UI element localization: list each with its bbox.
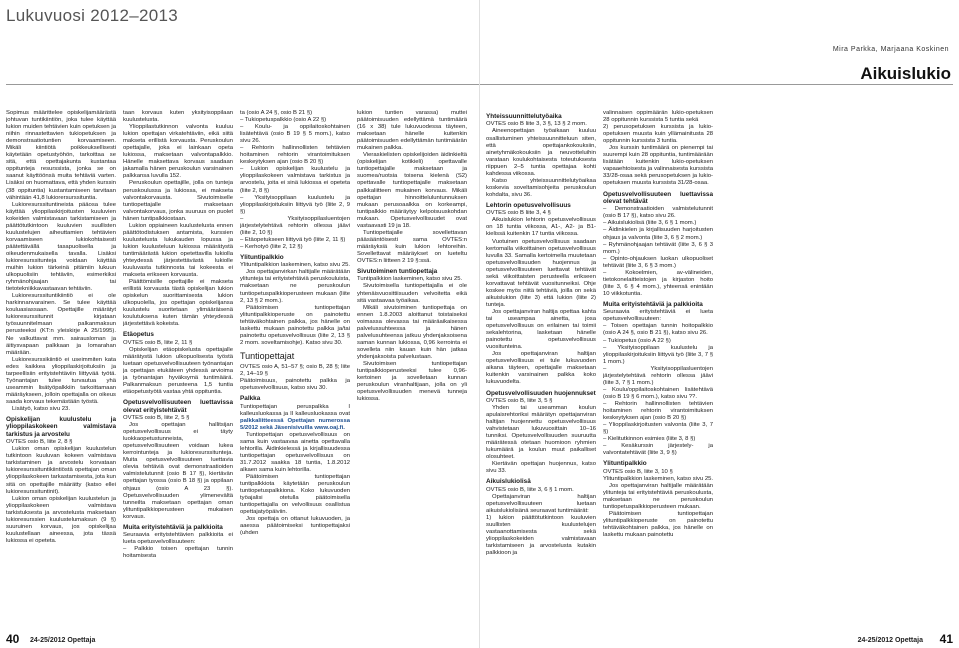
text-column-2 [123, 110, 233, 620]
paragraph: valinnaisen oppimäärän lukio-opetuksen 28 oppitunnin kurssista 5 tuntia sekä [603, 110, 713, 124]
paragraph: – Etäopetukseen liittyvä työ (liite 2, 11 §) [240, 236, 346, 243]
paragraph: lukion tuntien varassa) muttei päätoimisuuden edellyttämä tuntimäärä (16 x 38) tule lukuvuodessa täyteen, maksetaan hänelle kuitenkin päätoimisuuden edellyttämän tuntimäärän mukainen palkka. [357, 110, 467, 152]
paragraph: Lukion oman opiskelijan kuulustelun ja ylioppilaskokeen valmistava tarkistuksesta ja arvostelusta maksetaan lukioresurssien kuulustelumaksun (9 §) suuruinen korvaus, jos opiskelijaa kuulustellaan aineessa, jota tässä lukiossa ei opeteta. [6, 495, 116, 544]
paragraph: Seuraavia erityistehtävien palkkioita ei lueta opetusvelvollisuuteen: [123, 532, 233, 546]
paragraph: Päätoimisen tuntiopettajan ylituntipalkkioperuste on painotettu tehtäväkohtainen palkka, jos hänelle on laskettu mukaan painotettu [603, 511, 713, 539]
paragraph: Lukioresurssituntineista pääosa tulee käyttää ylioppilaskirjoitusten kuuluvien kokeiden valmistavaan tarkistamiseen ja päättötutkintoon kuuluvien suullisten kuulustelujen aiheuttamien tehtävien korvaamiseen lukiokohtaisesti päätettävällä tasapuolisella ja oikeudenmukaisella tavalla. Lisäksi lukioresurssitunteja voidaan käyttää muihin lukion tärkeinä pitämiin lukuun ulkopuolisiin tehtäviin, esimerkiksi ryhmänohjaajan tai tietotekniikkavastaavan tehtäviin. [6, 201, 116, 293]
footer-right [858, 637, 923, 644]
paragraph: 1) lukion päättötutkintoon kuuluvien suullisten kuulustelujen vastaanottamisesta sekä ylioppilaskokeiden valmistavaan tarkistamiseen ja arvostelusta kutakin palkkioon ja [486, 515, 596, 557]
paragraph: Ylioppilastutkinnon valvonta kuuluu lukion opettajan virkatehtäviin, eikä siitä makseta erillistä korvausta. Peruskoulun opettajalle, joka ei lainkaan opeta lukiossa, maksetaan valvontapalkkio. Hänelle maksettava korvaus saadaan jakamalla hänen peruskoulun varsinainen palkkansa luvulla 152. [123, 124, 233, 180]
paragraph: – Koulu- ja oppilaitoskohtainen lisätehtävä (osio B 19 § 5 mom.), katso sivu 26. [240, 124, 350, 145]
text-column-6 [603, 110, 713, 620]
section-heading: Palkka [240, 395, 261, 403]
paragraph: Lukion oman opiskelijan kuulustelun tutkintoon kuuluvan kokeen valmistava tarkistaminen ja arvostelu korvataan lukioresurssituntikiintiöstä opettajan oman ylioppilaskokeen tarkastamisesta, jota kun sitä on opettajille määrätty (katso ellei lukioresurssituntinit). [6, 446, 116, 495]
paragraph: Sivutoimisella tuntiopettajalla ei ole yhtenäisvuosittiisuuden velvoitetta eikä sitä vastaavaa työaikaa. [357, 283, 467, 304]
paragraph: Mikäli sivutoiminen tuntiopettaja on ennen 1.8.2003 aloittanut toistaiseksi voimassa olevassa tai määräaikaisessa palvelussuhteessa ja hänen palvelusuhteensa jatkuu yhdenjaksoisena saman kunnan lukiossa, 0,96 kerrointa ei sovelleta niin kauan kuin hän jatkaa yhdenjaksoista palvelustaan. [357, 304, 467, 360]
paragraph: OVTES osio B liite 3, 4 § [486, 210, 551, 217]
paragraph: Jos opettajanviran haltijalle määrätään ylitunteja tai erityistehtäviä peruskoulusta, maksetaan ne peruskoulun tuntiopetuspalkkioperusteen mukaan. [603, 482, 713, 510]
paragraph: OVTES osio A, 51–57 §; osio B, 28 §; liite 2, 14–19 § [240, 363, 350, 377]
paragraph: Opiskelijan etäopiskelusta opettajalle määrätystä lukion ulkopuolisesta työstä luetaan opetusvelvollisuuteen työnantajan ja opettajan etukäteen yhdessä arvioima ja työnantajan hyväksymä tuntimäärä. Palkanmaksun perusteena 1,5 tuntia etäopetustyötä vastaa yhtä oppituntia. [123, 346, 233, 396]
section-heading: Etäopetus [123, 331, 154, 339]
paragraph: Tuntiopettajalle sovellettavan pääsääntöisesti sama OVTES:n määräyksiä kuin lukion lehtoreihin. Sovellettavat määräykset on lueteltu OVTES:n liitteen 2 19 §:ssä. [357, 229, 467, 264]
section-heading: Opetusvelvollisuuteen luettavissa olevat tehtävät [603, 190, 713, 205]
paragraph: Ylituntipalkkion laskeminen, katso sivu 25. [240, 262, 350, 269]
paragraph: Tuntiopettajan peruspalkka I kalleusluokassa ja II kalleusluokassa ovat palkkaliitteessä Opettajan numerossa 5/2012 sekä Jäsenisivuilla www.oaj.fi. [240, 403, 350, 431]
paragraph: OVTES osio B, liite 3, 6 § 1 mom. [486, 486, 574, 493]
paragraph: – Palkkio toisen opettajan tunnin hoitamisesta [123, 546, 233, 560]
section-heading: Ylituntipalkkio [240, 253, 284, 261]
text-column-4 [357, 110, 467, 620]
paragraph: Päättömisille opettajille ei makseta erillistä korvausta tästä opiskelijan lukion opiskelun suorittamisesta lukion ulkopuolella, jos opettajan opiskelijansa kuulustelu suoritetaan ylimääräisenä koulutuksena kuten tämän yhteydessä järjestettävä kokeista. [123, 279, 233, 328]
paragraph: Peruskoulun opettajille, jolla on tunteja peruskoulussa ja lukiossa, ei makseta valvontakorvausta. Sivutoimiselle tuntiopettajalle maksetaan valvontakorvaus, jonka suuruus on puolet hänen tuntipalkkiostaan. [123, 180, 233, 222]
paragraph: OVTES osio B, liite 2, 5 § [123, 415, 190, 422]
paragraph: Ylituntipalkkion laskeminen, katso sivu 25. [603, 475, 713, 482]
paragraph: Vuotuinen opetusvelvollisuus saadaan kertomalla viikoittainen opetusvelvollisuus luvulla 33. Samalla kertoimella muutetaan opetusvelvollisuuden huojennus ja opetusvelvollisuuteen luettavat tehtävät sekä viikoittaisten perusteella erikseen korvattavat tehtävät vuositunneiksi. Ohje koskee myös niitä tehtäviä, joilla on sekä aikuislukion (liite 3) että lukion (liite 2) tunteja. [486, 238, 596, 308]
paragraph: – Toisen opettajan tunnin hoitopalkkio (osio A 24 §, osio B 21 §), katso sivu 26. [603, 323, 713, 337]
authors: Mira Parkka, Marjaana Koskinen [832, 46, 949, 53]
page-number-right: 41 [939, 632, 953, 646]
paragraph: – Rehtorin hallinnollisten tehtävien hoitaminen rehtorin virantoimituksen keskeytyksen ajan (osio B 20 §) [240, 145, 350, 166]
paragraph: Lukioresurssikiintiö ei useimmiten kata edes kaikkea ylioppilaskirjoituksiin ja tarpeellisiin erityistehtäviin liittyvää työtä. Työnantajan tulee turvautua yhä useammin lisätyöpalkkiin tarkoittamaan määräykseen, jolloin opettajalla on oikeus saada korvaus tekemästään työstä. [6, 356, 116, 405]
page-title: Lukuvuosi 2012–2013 [6, 6, 179, 25]
paragraph: taan korvaus kuten yksityisoppilaan kuulustelusta. [123, 110, 233, 124]
paragraph: – Yksityisoppilasluentojen järjestelytehtävä rehtorin ollessa jäävi (liite 2, 10 §) [240, 215, 350, 236]
footer-left-text: 24-25/2012 Opettaja [30, 637, 96, 644]
highlight-link[interactable]: palkkaliitteessä Opettajan numerossa 5/2012 sekä Jäsenisivuilla www.oaj.fi. [240, 417, 350, 431]
paragraph: Seuraavia erityistehtäviä ei lueta opetusvelvollisuuteen: [603, 309, 713, 323]
paragraph: Tuntiopettajan opetusvelvollisuus on sama kuin vastaavaa ainetta opettavalla lehtorilla. Äidinkielessä ja kirjallisuudessa tuntiopettajan opetusvelvollisuus on 31.7.2012 saakka 18 tuntia, 1.8.2012 alkaen sama kuin lehtorilla. [240, 431, 350, 473]
paragraph: – Yksityisoppilaan kuulustelu ja ylioppilaskirjoituksiin liittyvä työ (liite 3, 7 § 1 mom.) [603, 344, 713, 365]
paragraph: Päätoimisuus, painotettu palkka ja opetusvelvollisuus, katso sivu 30. [240, 378, 350, 392]
paragraph: Lukion oppiaineen kuulustelusta ennen päättötodistuksen antamista, kurssien kuulustelusta lukukauden lopussa ja lukion kuulusteluun lukiossa määrätystä tuntimäärästä lukion opetettavilla lukiolla yhteydessä järjestettävästä lukiolle kuuluvasta tutkinnosta tai kokeesta ei makseta erikseen korvausta. [123, 222, 233, 279]
section-title: Aikuislukio [860, 64, 951, 83]
paragraph: – Yksityisoppilasluentojen järjestelytehtävä rehtorin ollessa jäävi (liite 3, 7 § 1 mom.) [603, 365, 713, 386]
paragraph: – Kerhotyö (liite 2, 12 §) [240, 243, 303, 250]
section-heading: Ylituntipalkkio [603, 460, 647, 468]
paragraph: – Tukiopetus (osio A 22 §) [603, 337, 671, 344]
paragraph: – Opinto-ohjauksen luokan ulkopuoliset tehtävät (liite 3, 6 § 3 mom.) [603, 255, 713, 269]
paragraph: OVTES osio B liite 3, 3 §, 13 § 2 mom. [486, 121, 587, 128]
paragraph: – Kielitutkinnon esimies (liite 3, 8 §) [603, 436, 696, 443]
section-heading: Lehtorin opetusvelvollisuus [486, 201, 571, 209]
section-heading: Yhteissuunnittelutyöaika [486, 113, 562, 120]
paragraph: OVTES osio B, liite 2, 8 § [6, 439, 73, 446]
paragraph: Katso yhteissuunnittelutyöaikaa koskevia soveltamisohjeita peruskoulun kohdalta, sivu 36. [486, 177, 596, 198]
paragraph: Lukioresurssituntikiintiö ei ole harkinnanvarainen. Se tulee käyttää kouluasiassaan. Opettajille määrätyt lukioresurssitunnit kirjataan työsuunnitelmaan palkanmaksun perusteeksi (KT:n yleiskirje A 25/1995). Ne valkuttavat mm. sairausloman ja äitiysvapaan palkkaan ja lomarahan määrään. [6, 293, 116, 356]
section-heading: Opiskelijan kuulustelu ja ylioppilaskokeen valmistava tarkistus ja arvostelu [6, 416, 116, 438]
section-heading: Muita erityistehtäviä ja palkkioita [603, 300, 703, 308]
paragraph: Jos opettaja on ottanut lukuvuoden, ja aaessa päätoimiseksi tuntiopettajaksi (uhden [240, 516, 350, 537]
page-gutter [479, 0, 480, 648]
paragraph: Vieraskielisten opiskelijoiden äidinkieltä (opiskelijan kotikieli) opettavalle tuntiopettajalle maksetaan ja suomea/ruotsia toisena kielenä (S2) opettavalle tuntiopettajalle maksetaan palkkaliitteen mukainen korvaus. Mikäli opettajan hinnoitteluluntunnuksen mukaan perusoaalkka on korkeampi, tuntipalkkio määräytyy kelpoisuuskohdan mukaan. Opetusvelvollisuudet ovat vastaavasti 19 ja 18. [357, 152, 467, 229]
paragraph: – Ylioppilaskirjoitusten valvonta (liite 3, 7 §) [603, 422, 713, 436]
paragraph: Jos opettajanviran haltija opettaa kahta tai useampaa ainetta, josa opetusvelvollisuus on erilainen tai toimii sekalehtorina, lasketaan hänelle painotettu opetusvelvollisuus vuositunteina. [486, 308, 596, 351]
paragraph: Yhden tai useamman koulun apulaisrehtoriksi määrätyn opettajanviran haltijan huojennettu opetusvelvollisuus vahvistetaan lukuvuosittain 10–16 tunniksi. Opetusvelvollisuuden suuruutta määrätessä otetaan huomioon ryhmien lukumäärä ja koulun muut paikalliset olosuhteet. [486, 404, 596, 461]
paragraph: Lisätyö, katso sivu 23. [12, 405, 70, 412]
section-heading: Sivutoiminen tuntiopettaja [357, 268, 438, 276]
paragraph: – Koulu/oppilaitoskohtainen lisätehtävä (osio B 19 § 6 mom.), katso sivu ??. [603, 386, 713, 400]
section-heading: Muita erityistehtäviä ja palkkioita [123, 523, 223, 531]
paragraph: – Äidinkielen ja kirjallisuuden harjoitusten ohjaus ja valvonta (liite 3, 6 § 2 mom.) [603, 227, 713, 241]
section-heading: Aikuislukiolisä [486, 478, 531, 486]
paragraph: – Aikuislukiolisä (liite 3, 6 § 1 mom.) [603, 220, 697, 227]
paragraph: Jos opettajan hallitsijan opetusvelvollisuus ei täyty luokkaopetustunneista, opetusvelvollisuuteen voidaan lukea kerrointunteja ja lukioresurssitunteja. Muita opetusvelvollisuuteen luettavia olevia tehtäviä ovat demonstraatioiden valmistelutunnit (osio B 17 §), kiertävän opettajan tyossa (osio B 18 §) ja oppilaan ohjaus (osio A 23 §). Opetusvelvollisuuden ylimenevältä tunneilta maksetaan opettajan oman ylituntipalkkioperusteen mukaisen korvaus. [123, 422, 233, 520]
text-column-3 [240, 110, 350, 620]
paragraph: 2) perusopetuksen kurssista ja lukio-opetuksen muusta kuin yllämainitusta 28 oppitunnin kurssista 3 tuntia. [603, 124, 713, 145]
paragraph: Päätoimisen tuntiopettajan ylituntipalkkioperuste on painotettu tehtäväkohtainen palkka, jos hänelle on laskettu mukaan painotettu palkka ja/tai painotettu opetusvelvollisuus (liite 2, 13 § 2 mom. soveltamisohje). Katso sivu 30. [240, 304, 350, 346]
paragraph: – Demonstraatioiden valmistelutunnit (osio B 17 §), katso sivu 26. [603, 206, 713, 220]
paragraph: Sopimus määrittelee opiskelijamäärästä johtuvan tuntikiintiön, joka tulee käyttää lukion muiden tehtävien kuin opetuksen ja niihin rinnastettavien tukiopetuksen ja demonstraatiotuntien korvaamiseen. Mikäli kiintiötä poikkeuksellisesti käytetään opetustyöhön, tarkoittaa se sitä, että opettajakunta kustantaa oppitunteja resurssista, jonka se on saanut käyttöönsä muita tehtäviä varten. Lisäksi on huomattava, että yhden kurssin (38 oppituntia) kustantamiseen tarvitaan vähintään 41,8 lukiorersurssituntia. [6, 110, 116, 201]
paragraph: OVTES osio B, liite 3, 10 § [603, 468, 673, 475]
paragraph: Sivutoimisen tuntiopettajan tuntipalkkioperusteeksi tulee 0,96-kertoinen ja sovelletaan kunnan peruskoulun viranhaltijaan, jolla on yli opetusvelvollisuuden menevä tunneja lukiossa. [357, 361, 467, 403]
section-heading: Opetusvelvollisuuden huojennukset [486, 389, 596, 397]
paragraph: – Yksityisoppilaan kuulustelu ja ylioppilaskirjoituksiin liittyvä työ (liite 2, 9 §) [240, 194, 350, 215]
paragraph: Kiertävän opettajan huojennus, katso sivu 33. [486, 461, 596, 475]
paragraph: Aikuislukion lehtorin opetusvelvollisuus on 18 tuntia viikossa, A1-, A2- ja B1-kielissä kuitenkin 17 tuntia viikossa. [486, 217, 596, 238]
paragraph: Päätoimisen tuntiopettajan tuntipalkkiota käytetään peruskoulun tuntiopetuspalkkiona. Koko lukuvuoden työajalisi otetulla päätoimisella tuntiopettajalla on velvollisuus osallistua opettajatyöpäiviin. [240, 473, 350, 516]
paragraph: – Tukiopetuspalkkio (osio A 22 §) [240, 117, 327, 124]
paragraph: OVTES osio B, liite 3, 5 § [486, 397, 553, 404]
paragraph: ta (osio A 24 §, osio B 21 §) [240, 110, 313, 116]
paragraph: Jos kurssin tuntimäärä on pienempi tai suurempi kuin 28 oppituntia, tuntimäärään lisätään kuitenkin lukio-opetuksen vapaaehtoisesta ja valinnaisesta kurssista 33/28-osaa sekä perusopetuksen ja lukio-opetuksen muusta kurssista 31/28-osaa. [603, 145, 713, 187]
footer-right-text: 24-25/2012 Opettaja [857, 637, 923, 644]
paragraph: – Ryhmänohjaajan tehtävät (liite 3, 6 § 3 mom.) [603, 241, 713, 255]
page-number-left: 40 [6, 632, 20, 646]
paragraph: Jos opettajanviran haltijan opetusvelvollisuus ei tule lukuvuoden aikana täyteen, opettajalle maksetaan kuitenkin varsinainen palkka koko lukuvuodelta. [486, 351, 596, 386]
footer-left [30, 637, 95, 644]
paragraph: Jos opettajanvirkan haltijalle määrätään ylitunteja tai erityistehtäviä peruskouluista, maksetaan ne peruskoulun tuntiopetuspalkkioperusteen mukaan (liite 2, 13 § 2 mom.). [240, 269, 350, 304]
text-column-1 [6, 110, 116, 620]
paragraph: Opettajanviran haltijan opetusvelvollisuuteen luetaan aikuislukiolisänä seuraavat tuntimäärät: [486, 493, 596, 514]
text-column-5 [486, 110, 596, 620]
paragraph: – Rehtorin hallinnollisten tehtävien hoitaminen rehtorin virantoimituksen keskeytyksen ajan (osio B 20 §) [603, 400, 713, 422]
paragraph: – Kokoelmien, av-välineiden, tietokonelaitteistojen ja kirjaston hoito (liite 3, 6 § 4 mom.), yhteensä enintään 10 viikkotuntia. [603, 269, 713, 297]
paragraph: – Lukion opiskelijan kuulustelu ja ylioppilaskokeen valmistava tarkistus ja arvostelu, joita ei sinä lukiossa ei opeteta (liite 2, 8 §) [240, 166, 350, 194]
paragraph: Tuntipalkkion laskeminen, katso sivu 25. [357, 276, 463, 283]
paragraph: OVTES osio B, liite 2, 11 § [123, 339, 193, 346]
section-heading: Opetusvelvollisuuteen luettavissa olevat erityistehtävät [123, 399, 233, 414]
paragraph: Aineenopettajan työaikaan kuuluu osallistuminen yhteissuunnitteluun siten, että opettajankokouksiin, ainetyhmäkokouksiin ja neuvotteluihin varataan koulukohtaisesta toteutuksesta riippuen 2–5 tuntia opettajaa kohti kahdessa viikossa. [486, 128, 596, 177]
paragraph: – Kesäkurssin järjestely- ja valvontatehtävät (liite 3, 9 §) [603, 443, 713, 457]
section-heading: Tuntiopettajat [240, 350, 295, 361]
